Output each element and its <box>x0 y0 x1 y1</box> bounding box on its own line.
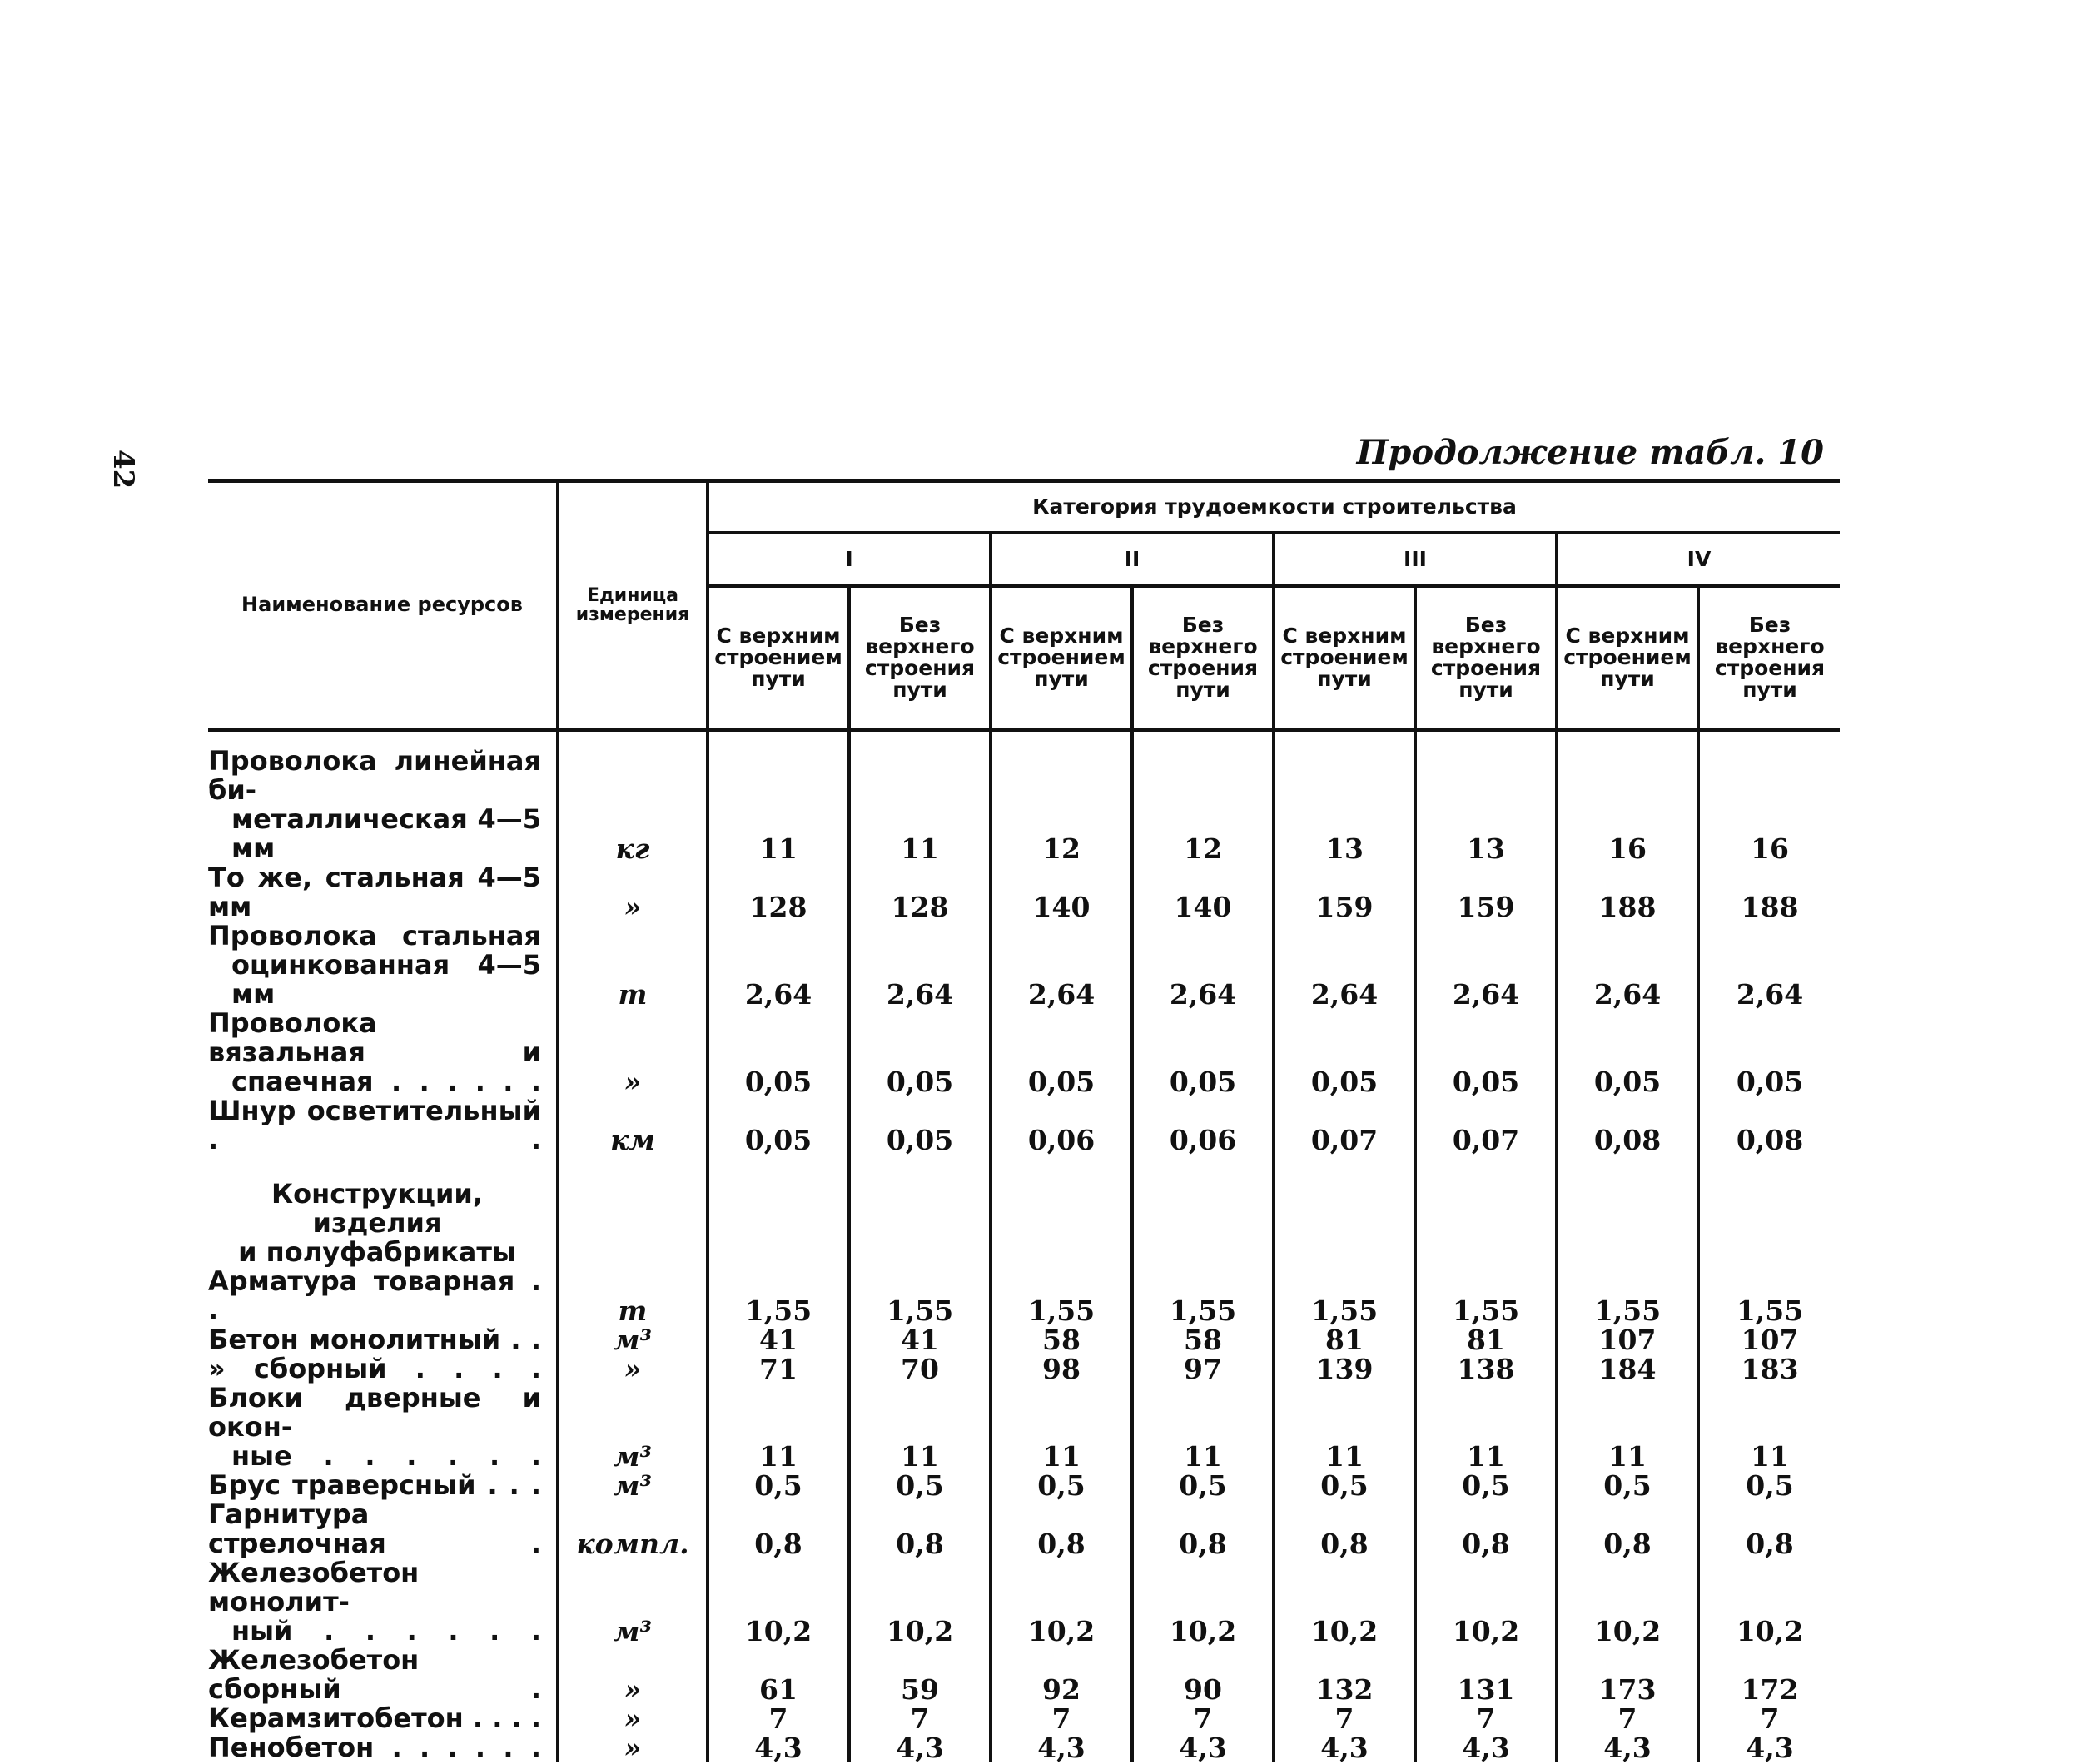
value-cell: 0,8 <box>708 1500 849 1558</box>
resource-name-line: Гарнитура стрелочная . <box>208 1498 541 1559</box>
header-without-track-4: Без верхнего строения пути <box>1698 586 1840 728</box>
value-cell: 10,2 <box>1132 1558 1274 1646</box>
value-cell: 107 <box>1557 1325 1698 1354</box>
value-cell: 12 <box>1132 730 1274 864</box>
value-cell: 1,55 <box>1274 1267 1415 1325</box>
resource-name <box>208 1500 558 1558</box>
value-cell: 7 <box>1132 1704 1274 1733</box>
value-cell: 10,2 <box>708 1558 849 1646</box>
value-cell: 81 <box>1274 1325 1415 1354</box>
resource-name <box>208 1646 558 1704</box>
header-without-track-2: Без верхнего строения пути <box>1132 586 1274 728</box>
value-cell: 61 <box>708 1646 849 1704</box>
resource-name-line: То же, стальная 4—5 мм <box>208 862 541 922</box>
unit-cell: » <box>558 1733 708 1762</box>
header-category-1: I <box>708 533 991 586</box>
resource-name-line: Бетон монолитный . . <box>208 1324 541 1355</box>
resource-name-line: Железобетон сборный . <box>208 1644 541 1705</box>
value-cell: 0,05 <box>1132 1009 1274 1096</box>
resource-name <box>208 1096 558 1155</box>
resource-name <box>208 863 558 922</box>
header-with-track-1: С верхним строением пути <box>708 586 849 728</box>
value-cell: 11 <box>1415 1384 1557 1471</box>
value-cell: 11 <box>708 730 849 864</box>
value-cell: 2,64 <box>991 922 1132 1009</box>
resource-name-line: » сборный . . . . <box>208 1353 541 1384</box>
unit-cell: м³ <box>558 1558 708 1646</box>
resource-name <box>208 1009 558 1096</box>
value-cell: 4,3 <box>708 1733 849 1762</box>
value-cell: 0,05 <box>849 1009 991 1096</box>
value-cell: 183 <box>1698 1354 1840 1384</box>
unit-cell: кг <box>558 730 708 864</box>
value-cell: 7 <box>1557 1704 1698 1733</box>
value-cell: 10,2 <box>1415 1558 1557 1646</box>
value-cell: 159 <box>1415 863 1557 922</box>
unit-cell: м³ <box>558 1471 708 1500</box>
value-cell: 0,5 <box>991 1471 1132 1500</box>
resource-name-line: Арматура товарная . . <box>208 1265 541 1326</box>
value-cell: 0,8 <box>849 1500 991 1558</box>
value-cell: 70 <box>849 1354 991 1384</box>
header-category-2: II <box>991 533 1274 586</box>
value-cell: 1,55 <box>708 1267 849 1325</box>
resource-name <box>208 922 558 1009</box>
table-row <box>208 1354 1840 1384</box>
value-cell: 0,07 <box>1415 1096 1557 1155</box>
resource-name-line: Проволока линейная би- <box>208 745 541 806</box>
table-row <box>208 922 1840 1009</box>
header-without-track-3: Без верхнего строения пути <box>1415 586 1557 728</box>
value-cell: 11 <box>708 1384 849 1471</box>
resource-name <box>208 1733 558 1762</box>
value-cell: 0,8 <box>1415 1500 1557 1558</box>
resource-name-line: Шнур осветительный . . <box>208 1095 541 1155</box>
value-cell: 0,8 <box>1132 1500 1274 1558</box>
value-cell: 1,55 <box>1132 1267 1274 1325</box>
table-row <box>208 730 1840 864</box>
value-cell: 11 <box>1274 1384 1415 1471</box>
table-row <box>208 1096 1840 1155</box>
value-cell: 4,3 <box>1274 1733 1415 1762</box>
value-cell: 16 <box>1698 730 1840 864</box>
value-cell: 0,8 <box>1698 1500 1840 1558</box>
value-cell: 131 <box>1415 1646 1557 1704</box>
value-cell: 4,3 <box>1557 1733 1698 1762</box>
value-cell: 71 <box>708 1354 849 1384</box>
unit-cell: т <box>558 1267 708 1325</box>
header-resource-name: Наименование ресурсов <box>241 593 523 617</box>
value-cell: 11 <box>1698 1384 1840 1471</box>
resource-name-line: ные . . . . . . <box>231 1440 541 1472</box>
value-cell: 140 <box>991 863 1132 922</box>
value-cell: 7 <box>1274 1704 1415 1733</box>
value-cell: 159 <box>1274 863 1415 922</box>
value-cell: 2,64 <box>1132 922 1274 1009</box>
value-cell: 59 <box>849 1646 991 1704</box>
header-with-track-4: С верхним строением пути <box>1557 586 1698 728</box>
value-cell: 184 <box>1557 1354 1698 1384</box>
resources-table <box>208 479 1840 1762</box>
value-cell: 7 <box>849 1704 991 1733</box>
resource-name <box>208 1325 558 1354</box>
value-cell: 0,5 <box>1415 1471 1557 1500</box>
value-cell: 128 <box>708 863 849 922</box>
resources-table-container <box>208 479 1840 1762</box>
unit-cell: м³ <box>558 1384 708 1471</box>
value-cell: 10,2 <box>849 1558 991 1646</box>
resource-name <box>208 1558 558 1646</box>
value-cell: 98 <box>991 1354 1132 1384</box>
section-row <box>208 1180 1840 1267</box>
value-cell: 10,2 <box>1274 1558 1415 1646</box>
value-cell: 107 <box>1698 1325 1840 1354</box>
value-cell: 11 <box>991 1384 1132 1471</box>
value-cell: 1,55 <box>849 1267 991 1325</box>
section-title-line: и полуфабрикаты <box>238 1236 516 1268</box>
value-cell: 0,05 <box>1274 1009 1415 1096</box>
value-cell: 92 <box>991 1646 1132 1704</box>
value-cell: 0,05 <box>849 1096 991 1155</box>
value-cell: 1,55 <box>1557 1267 1698 1325</box>
value-cell: 7 <box>1415 1704 1557 1733</box>
table-row <box>208 863 1840 922</box>
value-cell: 1,55 <box>1415 1267 1557 1325</box>
table-body <box>208 730 1840 1763</box>
resource-name <box>208 1267 558 1325</box>
resource-name-line: Проволока вязальная и <box>208 1007 541 1068</box>
value-cell: 0,5 <box>708 1471 849 1500</box>
unit-cell: » <box>558 1704 708 1733</box>
value-cell: 4,3 <box>1415 1733 1557 1762</box>
value-cell: 58 <box>1132 1325 1274 1354</box>
value-cell: 0,5 <box>849 1471 991 1500</box>
unit-cell: » <box>558 1646 708 1704</box>
value-cell: 11 <box>1132 1384 1274 1471</box>
resource-name-line: спаечная . . . . . . <box>231 1066 541 1097</box>
value-cell: 10,2 <box>991 1558 1132 1646</box>
resource-name-line: Брус траверсный . . . <box>208 1469 541 1501</box>
unit-cell: » <box>558 863 708 922</box>
value-cell: 0,05 <box>1698 1009 1840 1096</box>
value-cell: 0,5 <box>1557 1471 1698 1500</box>
value-cell: 7 <box>991 1704 1132 1733</box>
value-cell: 128 <box>849 863 991 922</box>
unit-cell: км <box>558 1096 708 1155</box>
value-cell: 0,07 <box>1274 1096 1415 1155</box>
value-cell: 10,2 <box>1698 1558 1840 1646</box>
header-category-title: Категория трудоемкости строительства <box>708 481 1840 534</box>
resource-name-line: оцинкованная 4—5 мм <box>231 949 541 1010</box>
value-cell: 0,8 <box>1274 1500 1415 1558</box>
value-cell: 1,55 <box>991 1267 1132 1325</box>
table-row <box>208 1646 1840 1704</box>
value-cell: 13 <box>1415 730 1557 864</box>
header-with-track-2: С верхним строением пути <box>991 586 1132 728</box>
value-cell: 140 <box>1132 863 1274 922</box>
header-with-track-3: С верхним строением пути <box>1274 586 1415 728</box>
value-cell: 4,3 <box>1698 1733 1840 1762</box>
value-cell: 0,8 <box>991 1500 1132 1558</box>
value-cell: 2,64 <box>1698 922 1840 1009</box>
value-cell: 132 <box>1274 1646 1415 1704</box>
table-row <box>208 1471 1840 1500</box>
value-cell: 97 <box>1132 1354 1274 1384</box>
resource-name <box>208 1471 558 1500</box>
table-row <box>208 1384 1840 1471</box>
value-cell: 0,06 <box>1132 1096 1274 1155</box>
value-cell: 41 <box>849 1325 991 1354</box>
value-cell: 4,3 <box>1132 1733 1274 1762</box>
value-cell: 41 <box>708 1325 849 1354</box>
table-caption: Продолжение табл. 10 <box>1356 433 1824 472</box>
value-cell: 188 <box>1557 863 1698 922</box>
table-row <box>208 1733 1840 1762</box>
unit-cell: компл. <box>558 1500 708 1558</box>
value-cell: 2,64 <box>1557 922 1698 1009</box>
value-cell: 7 <box>1698 1704 1840 1733</box>
value-cell: 138 <box>1415 1354 1557 1384</box>
value-cell: 0,05 <box>991 1009 1132 1096</box>
value-cell: 188 <box>1698 863 1840 922</box>
resource-name <box>208 1384 558 1471</box>
table-row <box>208 1500 1840 1558</box>
header-category-4: IV <box>1557 533 1840 586</box>
value-cell: 0,06 <box>991 1096 1132 1155</box>
value-cell: 16 <box>1557 730 1698 864</box>
resource-name-line: ный . . . . . . <box>231 1615 541 1647</box>
unit-cell: м³ <box>558 1325 708 1354</box>
value-cell: 0,05 <box>1415 1009 1557 1096</box>
resource-name-line: Блоки дверные и окон- <box>208 1382 541 1443</box>
resource-name-line: Проволока стальная <box>208 920 541 952</box>
table-row <box>208 1704 1840 1733</box>
value-cell: 0,8 <box>1557 1500 1698 1558</box>
resource-name-line: Железобетон монолит- <box>208 1557 420 1617</box>
value-cell: 4,3 <box>991 1733 1132 1762</box>
value-cell: 81 <box>1415 1325 1557 1354</box>
resource-name <box>208 730 558 864</box>
unit-cell: » <box>558 1009 708 1096</box>
resource-name-line: металлическая 4—5 мм <box>231 803 541 864</box>
value-cell: 0,05 <box>708 1096 849 1155</box>
table-row <box>208 1325 1840 1354</box>
header-unit: Единица измерения <box>558 481 708 728</box>
header-category-3: III <box>1274 533 1557 586</box>
value-cell: 4,3 <box>849 1733 991 1762</box>
table-header <box>208 481 1840 730</box>
value-cell: 11 <box>849 1384 991 1471</box>
value-cell: 58 <box>991 1325 1132 1354</box>
value-cell: 0,08 <box>1557 1096 1698 1155</box>
value-cell: 2,64 <box>849 922 991 1009</box>
page-number: 42 <box>107 450 140 489</box>
section-title-line: Конструкции, изделия <box>271 1178 483 1239</box>
unit-cell: » <box>558 1354 708 1384</box>
value-cell: 90 <box>1132 1646 1274 1704</box>
resource-name <box>208 1354 558 1384</box>
unit-cell: т <box>558 922 708 1009</box>
value-cell: 2,64 <box>708 922 849 1009</box>
value-cell: 0,5 <box>1132 1471 1274 1500</box>
value-cell: 0,05 <box>708 1009 849 1096</box>
value-cell: 2,64 <box>1274 922 1415 1009</box>
value-cell: 11 <box>1557 1384 1698 1471</box>
value-cell: 0,5 <box>1698 1471 1840 1500</box>
value-cell: 139 <box>1274 1354 1415 1384</box>
resource-name <box>208 1704 558 1733</box>
value-cell: 173 <box>1557 1646 1698 1704</box>
value-cell: 13 <box>1274 730 1415 864</box>
value-cell: 0,05 <box>1557 1009 1698 1096</box>
value-cell: 11 <box>849 730 991 864</box>
table-row <box>208 1267 1840 1325</box>
value-cell: 2,64 <box>1415 922 1557 1009</box>
header-without-track-1: Без верхнего строения пути <box>849 586 991 728</box>
value-cell: 0,08 <box>1698 1096 1840 1155</box>
value-cell: 7 <box>708 1704 849 1733</box>
table-row <box>208 1009 1840 1096</box>
resource-name-line: Пенобетон . . . . . . <box>208 1732 541 1763</box>
resource-name-line: Керамзитобетон . . . . <box>208 1702 541 1734</box>
value-cell: 10,2 <box>1557 1558 1698 1646</box>
table-row <box>208 1558 1840 1646</box>
value-cell: 12 <box>991 730 1132 864</box>
section-title <box>208 1180 558 1267</box>
value-cell: 1,55 <box>1698 1267 1840 1325</box>
value-cell: 172 <box>1698 1646 1840 1704</box>
value-cell: 0,5 <box>1274 1471 1415 1500</box>
